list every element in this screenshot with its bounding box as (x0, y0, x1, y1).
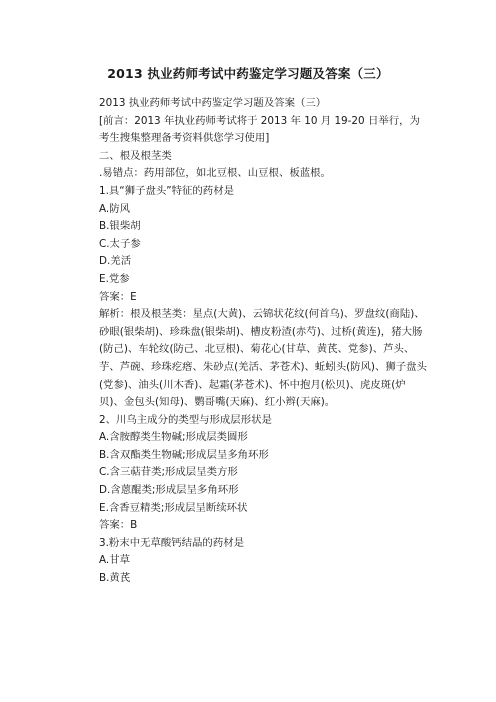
q2-option-a: A.含胺醇类生物碱;形成层类圆形 (99, 431, 248, 444)
q2-answer: 答案：B (99, 519, 138, 532)
q1-option-d: D.羌活 (99, 255, 132, 268)
question-1: 1.具“狮子盘头”特征的药材是 (99, 184, 234, 197)
document-title: 2013 执业药师考试中药鉴定学习题及答案（三） (107, 66, 389, 81)
q1-explanation: 解析：根及根茎类：星点(大黄)、云锦状花纹(何首乌)、罗盘纹(商陆)、砂眼(银柴胡)、珍珠盘(银柴胡)、槽皮粉渣(赤芍)、过桥(黄连)，猪大肠(防己)、车轮纹(防己、北豆根)、菊花心(甘草、黄芪、党参)、芦头、芋、芦碗、珍珠疙瘩、朱砂点(羌活、茅苍术)、蚯蚓头(防风)、狮子盘头(党参)、油头(川木香)、起霜(茅苍术)、怀中抱月(松贝)、虎皮斑(炉贝)、金包头(知母)、鹦哥嘴(天麻)、红小辫(天麻)。 (99, 308, 427, 409)
q1-answer: 答案：E (99, 290, 137, 303)
q1-option-e: E.党参 (99, 272, 130, 285)
question-3: 3.粉末中无草酸钙结晶的药材是 (99, 536, 244, 549)
preface: [前言：2013 年执业药师考试将于 2013 年 10 月 19-20 日举行，为考生搜集整理备考资料供您学习使用] (99, 114, 420, 145)
q3-option-b: B.黄芪 (99, 572, 131, 585)
q2-option-d: D.含蒽醌类;形成层呈多角环形 (99, 484, 239, 497)
q2-option-b: B.含双酯类生物碱;形成层呈多角环形 (99, 448, 269, 461)
q2-option-c: C.含三萜苷类;形成层呈类方形 (99, 466, 238, 479)
q1-option-a: A.防风 (99, 202, 131, 215)
q1-option-b: B.银柴胡 (99, 220, 141, 233)
document-body (88, 95, 428, 588)
q1-option-c: C.太子参 (99, 237, 141, 250)
section-heading: 二、根及根茎类 (99, 149, 172, 162)
note: .易错点：药用部位，如北豆根、山豆根、板蓝根。 (99, 167, 331, 180)
q2-option-e: E.含香豆精类;形成层呈断续环状 (99, 501, 248, 514)
subtitle: 2013 执业药师考试中药鉴定学习题及答案（三） (99, 97, 327, 109)
question-2: 2、川乌主成分的类型与形成层形状是 (99, 413, 272, 426)
q3-option-a: A.甘草 (99, 554, 131, 567)
